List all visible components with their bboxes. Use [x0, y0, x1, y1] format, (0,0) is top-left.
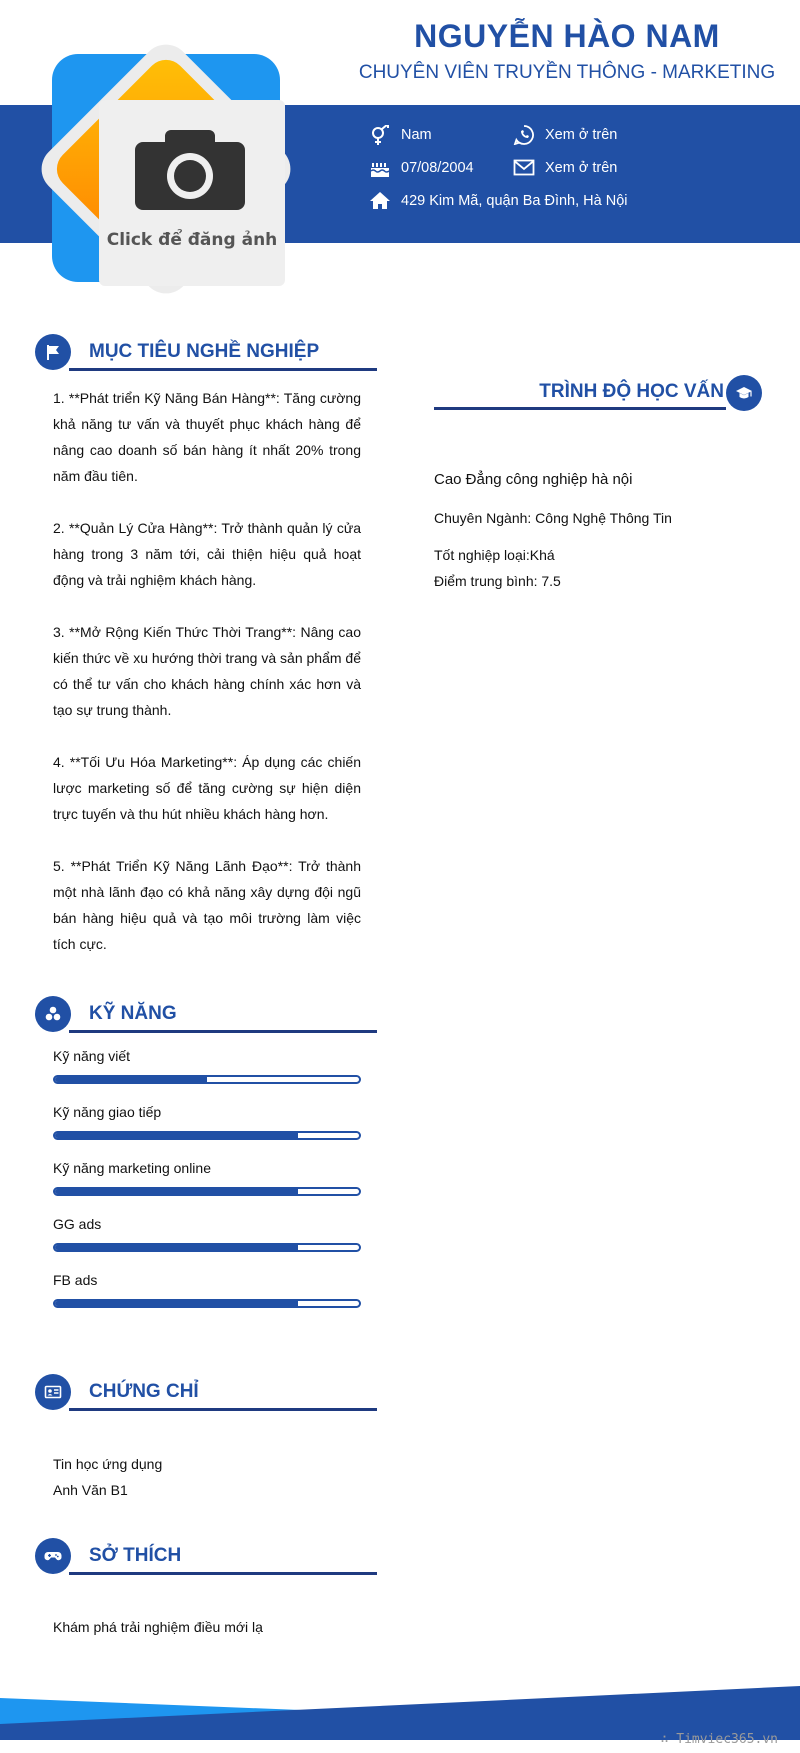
contact-gender — [369, 125, 432, 145]
skills-header — [35, 996, 377, 1036]
avatar-caption: Click để đăng ảnh — [106, 230, 278, 250]
section-underline — [434, 407, 726, 410]
section-underline — [69, 1408, 377, 1411]
birthday-value: 07/08/2004 — [401, 160, 474, 176]
hobbies-header — [35, 1538, 377, 1578]
contact-birthday — [369, 158, 474, 178]
gender-icon — [369, 125, 391, 145]
education-major: Chuyên Ngành: Công Nghệ Thông Tin — [434, 510, 672, 526]
skills-title: KỸ NĂNG — [89, 1003, 177, 1024]
skill-label: Kỹ năng giao tiếp — [53, 1104, 162, 1120]
id-card-icon — [35, 1374, 71, 1410]
skill-progress-bar — [53, 1075, 361, 1084]
home-icon — [369, 191, 391, 211]
watermark — [661, 1732, 778, 1747]
objective-item: 1. **Phát triển Kỹ Năng Bán Hàng**: Tăng cường khả năng tư vấn và thuyết phục khách hàng để nâng cao doanh số bán hàng ít nhất 20% trong năm đầu tiên. — [53, 390, 361, 484]
objective-list — [53, 385, 361, 983]
email-icon — [513, 158, 535, 178]
certificates-title: CHỨNG CHỈ — [89, 1381, 199, 1402]
flag-icon — [35, 334, 71, 370]
gamepad-icon — [35, 1538, 71, 1574]
certificate-item: Tin học ứng dụng — [53, 1456, 163, 1472]
education-header — [434, 375, 762, 415]
job-title: CHUYÊN VIÊN TRUYỀN THÔNG - MARKETING — [358, 62, 776, 83]
objective-title: MỤC TIÊU NGHỀ NGHIỆP — [89, 341, 320, 362]
education-school: Cao Đẳng công nghiệp hà nội — [434, 471, 633, 488]
certificates-header — [35, 1374, 377, 1414]
section-underline — [69, 1030, 377, 1033]
phone-value[interactable]: Xem ở trên — [545, 127, 618, 143]
education-grade: Tốt nghiệp loại:Khá — [434, 547, 555, 563]
hobby-item: Khám phá trải nghiệm điều mới lạ — [53, 1619, 263, 1635]
objective-item: 3. **Mở Rộng Kiến Thức Thời Trang**: Nâng cao kiến thức về xu hướng thời trang và sản phẩm để có thể tư vấn cho khách hàng chính xác hơn và tạo sự trung thành. — [53, 624, 361, 718]
skill-label: GG ads — [53, 1216, 102, 1232]
graduation-cap-icon — [726, 375, 762, 411]
whatsapp-icon — [513, 125, 535, 145]
skill-progress-bar — [53, 1299, 361, 1308]
footer-decoration — [0, 1680, 800, 1740]
logo-icon: ∴ — [660, 1732, 677, 1747]
skill-progress-bar — [53, 1243, 361, 1252]
hobbies-title: SỞ THÍCH — [89, 1545, 182, 1566]
address-value: 429 Kim Mã, quận Ba Đình, Hà Nội — [401, 193, 628, 209]
skill-progress-fill — [55, 1245, 298, 1250]
skill-progress-fill — [55, 1077, 207, 1082]
section-underline — [69, 1572, 377, 1575]
objective-item: 4. **Tối Ưu Hóa Marketing**: Áp dụng các chiến lược marketing số để tăng cường sự hiện diện trực tuyến và thu hút nhiều khách hàng hơn. — [53, 754, 361, 822]
candidate-name: NGUYỄN HÀO NAM — [414, 18, 720, 54]
camera-icon — [135, 130, 245, 210]
watermark-text: Timviec365.vn — [676, 1732, 778, 1747]
skill-label: Kỹ năng marketing online — [53, 1160, 211, 1176]
education-title: TRÌNH ĐỘ HỌC VẤN — [539, 381, 724, 402]
skills-icon — [35, 996, 71, 1032]
section-underline — [69, 368, 377, 371]
contact-email — [513, 158, 617, 178]
objective-header — [35, 334, 377, 374]
contact-address — [369, 191, 627, 211]
objective-item: 2. **Quản Lý Cửa Hàng**: Trở thành quản lý cửa hàng trong 3 năm tới, cải thiện hiệu quả hoạt động và trải nghiệm khách hàng. — [53, 520, 361, 588]
education-gpa: Điểm trung bình: 7.5 — [434, 573, 561, 589]
skill-label: Kỹ năng viết — [53, 1048, 131, 1064]
birthday-cake-icon — [369, 158, 391, 178]
skill-progress-fill — [55, 1189, 298, 1194]
email-value[interactable]: Xem ở trên — [545, 160, 618, 176]
skill-label: FB ads — [53, 1272, 98, 1288]
gender-value: Nam — [401, 127, 432, 143]
contact-phone — [513, 125, 617, 145]
avatar[interactable] — [22, 25, 310, 313]
certificate-item: Anh Văn B1 — [53, 1482, 128, 1498]
objective-item: 5. **Phát Triển Kỹ Năng Lãnh Đạo**: Trở thành một nhà lãnh đạo có khả năng xây dựng đội ngũ bán hàng hiệu quả và tạo môi trường làm việc tích cực. — [53, 858, 361, 952]
skill-progress-bar — [53, 1131, 361, 1140]
skill-progress-fill — [55, 1301, 298, 1306]
skill-progress-fill — [55, 1133, 298, 1138]
skill-progress-bar — [53, 1187, 361, 1196]
avatar-upload-area[interactable] — [99, 100, 285, 286]
